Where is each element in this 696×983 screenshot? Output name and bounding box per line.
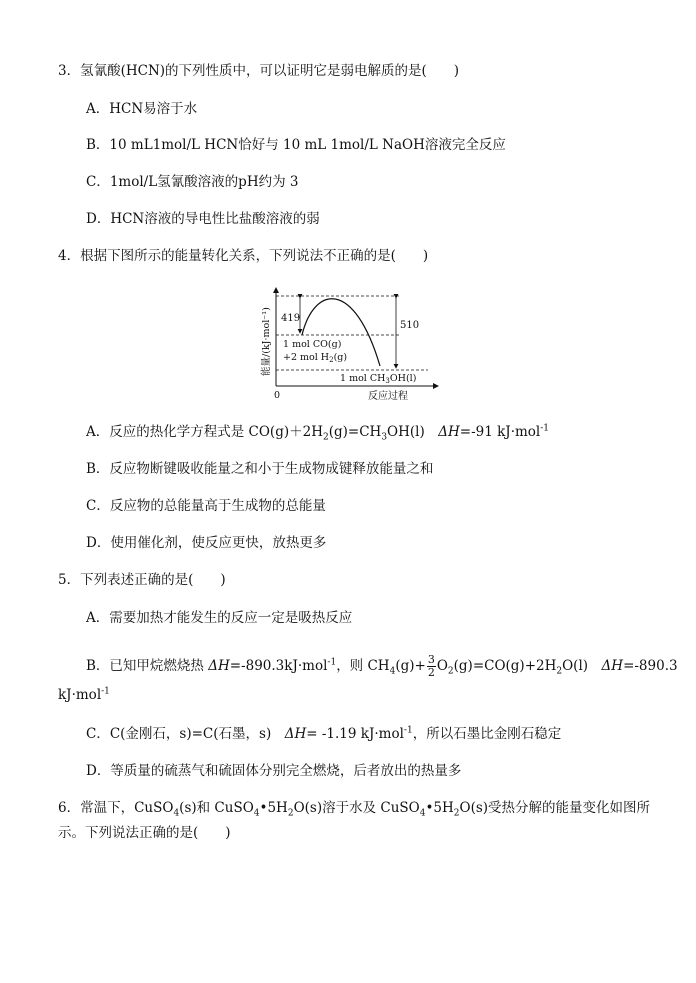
x-axis-label: 反应过程 (368, 391, 408, 402)
q4-option-a: A．反应的热化学方程式是 $CO(g)+2H_2(g)=CH_3OH(l)$ ΔH=-91 kJ·mol$^{-1}$ (86, 423, 550, 443)
q3-stem: 3．氢氰酸(HCN)的下列性质中，可以证明它是弱电解质的是( ) (58, 63, 460, 79)
q3-option-a: A．HCN易溶于水 (86, 101, 198, 117)
q4-option-c: C．反应物的总能量高于生成物的总能量 (86, 498, 326, 514)
q5-option-c: C．C(金刚石，s)=C(石墨，s) ΔH= -1.19 kJ·mol$^{-1}$，所以石墨比金刚石稳定 (86, 725, 562, 742)
q4-stem: 4．根据下图所示的能量转化关系，下列说法不正确的是( ) (58, 248, 429, 264)
q4-option-d: D．使用催化剂，使反应更快，放热更多 (86, 535, 327, 551)
q6-stem-line2: 示。下列说法正确的是( ) (58, 825, 231, 841)
left-value: 419 (281, 313, 301, 324)
q3-option-d: D．HCN溶液的导电性比盐酸溶液的弱 (86, 211, 320, 227)
q5-option-d: D．等质量的硫蒸气和硫固体分别完全燃烧，后者放出的热量多 (86, 763, 462, 779)
q4-option-b: B．反应物断键吸收能量之和小于生成物成键释放能量之和 (86, 461, 434, 477)
q6-stem-line1: 6．常温下，CuSO$_4$(s)和 $CuSO_4•5H_2O(s)$溶于水及 $CuSO_4•5H_2O(s)$受热分解的能量变化如图所 (58, 800, 651, 819)
reactants-label-1: 1 mol CO(g) (283, 339, 342, 350)
q3-option-b: B．10 mL1mol/L HCN恰好与 10 mL 1mol/L NaOH溶液完全反应 (86, 137, 506, 153)
q5-option-a: A．需要加热才能发生的反应一定是吸热反应 (86, 610, 353, 626)
reactants-label-2: +2 mol $H_2(g)$ (283, 352, 348, 364)
product-label: 1 mol $CH_3OH(l)$ (340, 373, 417, 385)
right-value: 510 (400, 320, 420, 331)
q3-option-c: C．1mol/L氢氰酸溶液的pH约为 3 (86, 174, 299, 190)
energy-diagram (256, 284, 442, 404)
fraction-three-halves: $\frac{3}{2}$ (427, 653, 435, 679)
y-axis-label: 能量/(kJ·mol⁻¹) (261, 307, 272, 376)
q5-option-b: B．已知甲烷燃烧热 ΔH=-890.3kJ·mol$^{-1}$，则 $CH_4(g)+$ $\frac{3}{2}$ $O_2(g)=CO(g)+2H_2O(l)$ ΔH=-890.3 (86, 653, 678, 679)
q5-stem: 5．下列表述正确的是( ) (58, 572, 226, 588)
q5-option-b-continued: kJ·mol$^{-1}$ (58, 686, 110, 703)
origin-label: 0 (274, 390, 281, 401)
